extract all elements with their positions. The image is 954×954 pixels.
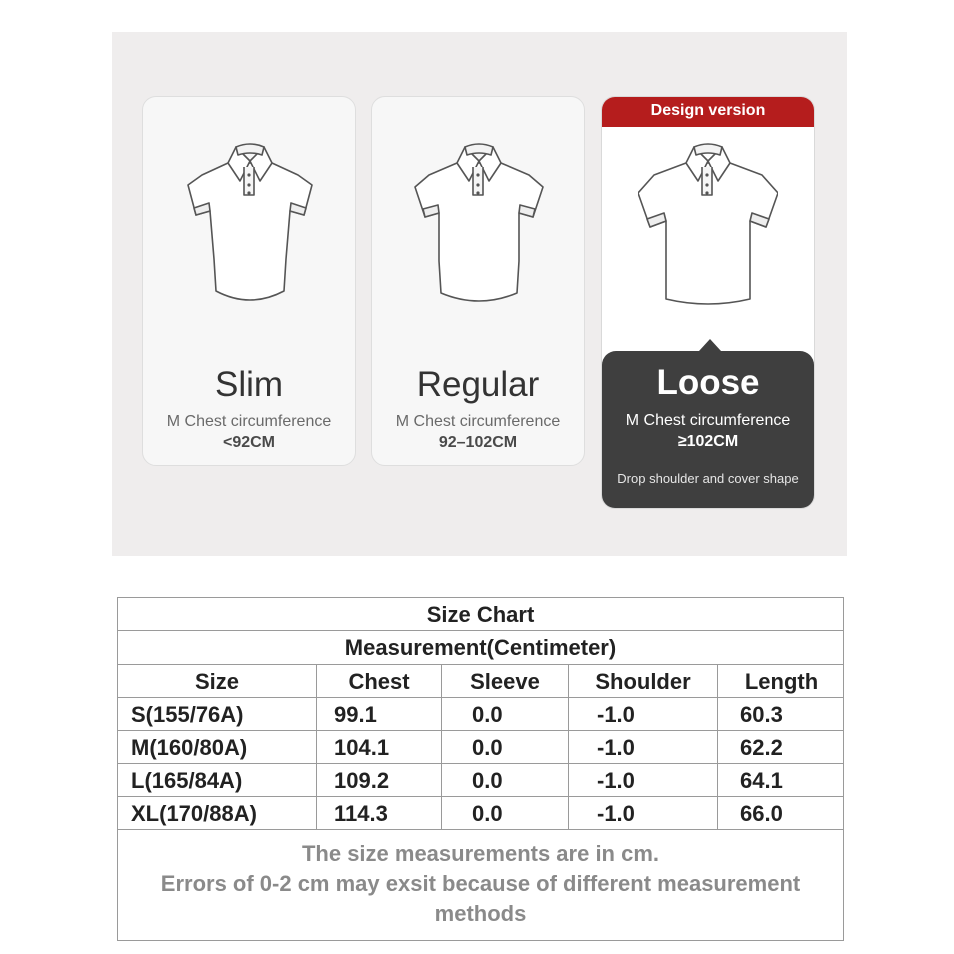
table-row [118,731,843,764]
table-cell: 0.0 [442,797,569,829]
fit-card-loose [601,96,815,509]
polo-shirt-loose-icon [638,141,778,319]
table-cell: -1.0 [569,698,718,730]
size-chart-table [117,597,844,941]
table-row [118,698,843,731]
note-line: The size measurements are in cm. [301,841,660,866]
table-row [118,797,843,830]
table-cell: -1.0 [569,797,718,829]
table-cell: -1.0 [569,731,718,763]
polo-shirt-regular-icon [409,137,549,315]
fit-measure-label: M Chest circumference [166,413,332,430]
fit-measure-value: 92–102CM [438,434,518,451]
fit-note: Drop shoulder and cover shape [617,471,799,486]
fit-name: Slim [214,365,284,404]
fit-measure-label: M Chest circumference [395,413,561,430]
table-header-row [118,665,843,698]
fit-card-regular [371,96,585,466]
table-cell: 0.0 [442,698,569,730]
fit-name: Loose [656,363,760,402]
loose-info-box [602,351,814,509]
table-cell: XL(170/88A) [118,797,317,829]
size-chart-title: Size Chart [118,598,843,631]
fit-measure-value: ≥102CM [677,433,739,450]
table-cell: L(165/84A) [118,764,317,796]
fit-name: Regular [416,365,540,404]
table-row [118,764,843,797]
table-cell: M(160/80A) [118,731,317,763]
polo-shirt-slim-icon [180,137,320,315]
column-header: Size [118,665,317,697]
column-header: Length [744,669,819,694]
table-cell: S(155/76A) [118,698,317,730]
fit-measure-value: <92CM [222,434,276,451]
size-chart-subtitle: Measurement(Centimeter) [118,631,843,665]
table-cell: 0.0 [442,731,569,763]
fit-measure-label: M Chest circumference [625,412,791,429]
design-version-banner: Design version [602,97,814,127]
fit-card-slim [142,96,356,466]
table-cell: -1.0 [569,764,718,796]
table-cell: 64.1 [740,768,783,793]
table-cell: 99.1 [317,698,442,730]
size-chart-notes [118,832,843,940]
table-cell: 62.2 [740,735,783,760]
fit-comparison-panel [112,32,847,556]
column-header: Shoulder [569,665,718,697]
pointer-arrow [699,339,721,351]
note-line: Errors of 0-2 cm may exsit because of different measurement methods [160,871,801,926]
table-cell: 114.3 [317,797,442,829]
column-header: Chest [317,665,442,697]
table-cell: 60.3 [740,702,783,727]
table-cell: 0.0 [442,764,569,796]
table-cell: 66.0 [740,801,783,826]
table-cell: 109.2 [317,764,442,796]
table-cell: 104.1 [317,731,442,763]
column-header: Sleeve [442,665,569,697]
